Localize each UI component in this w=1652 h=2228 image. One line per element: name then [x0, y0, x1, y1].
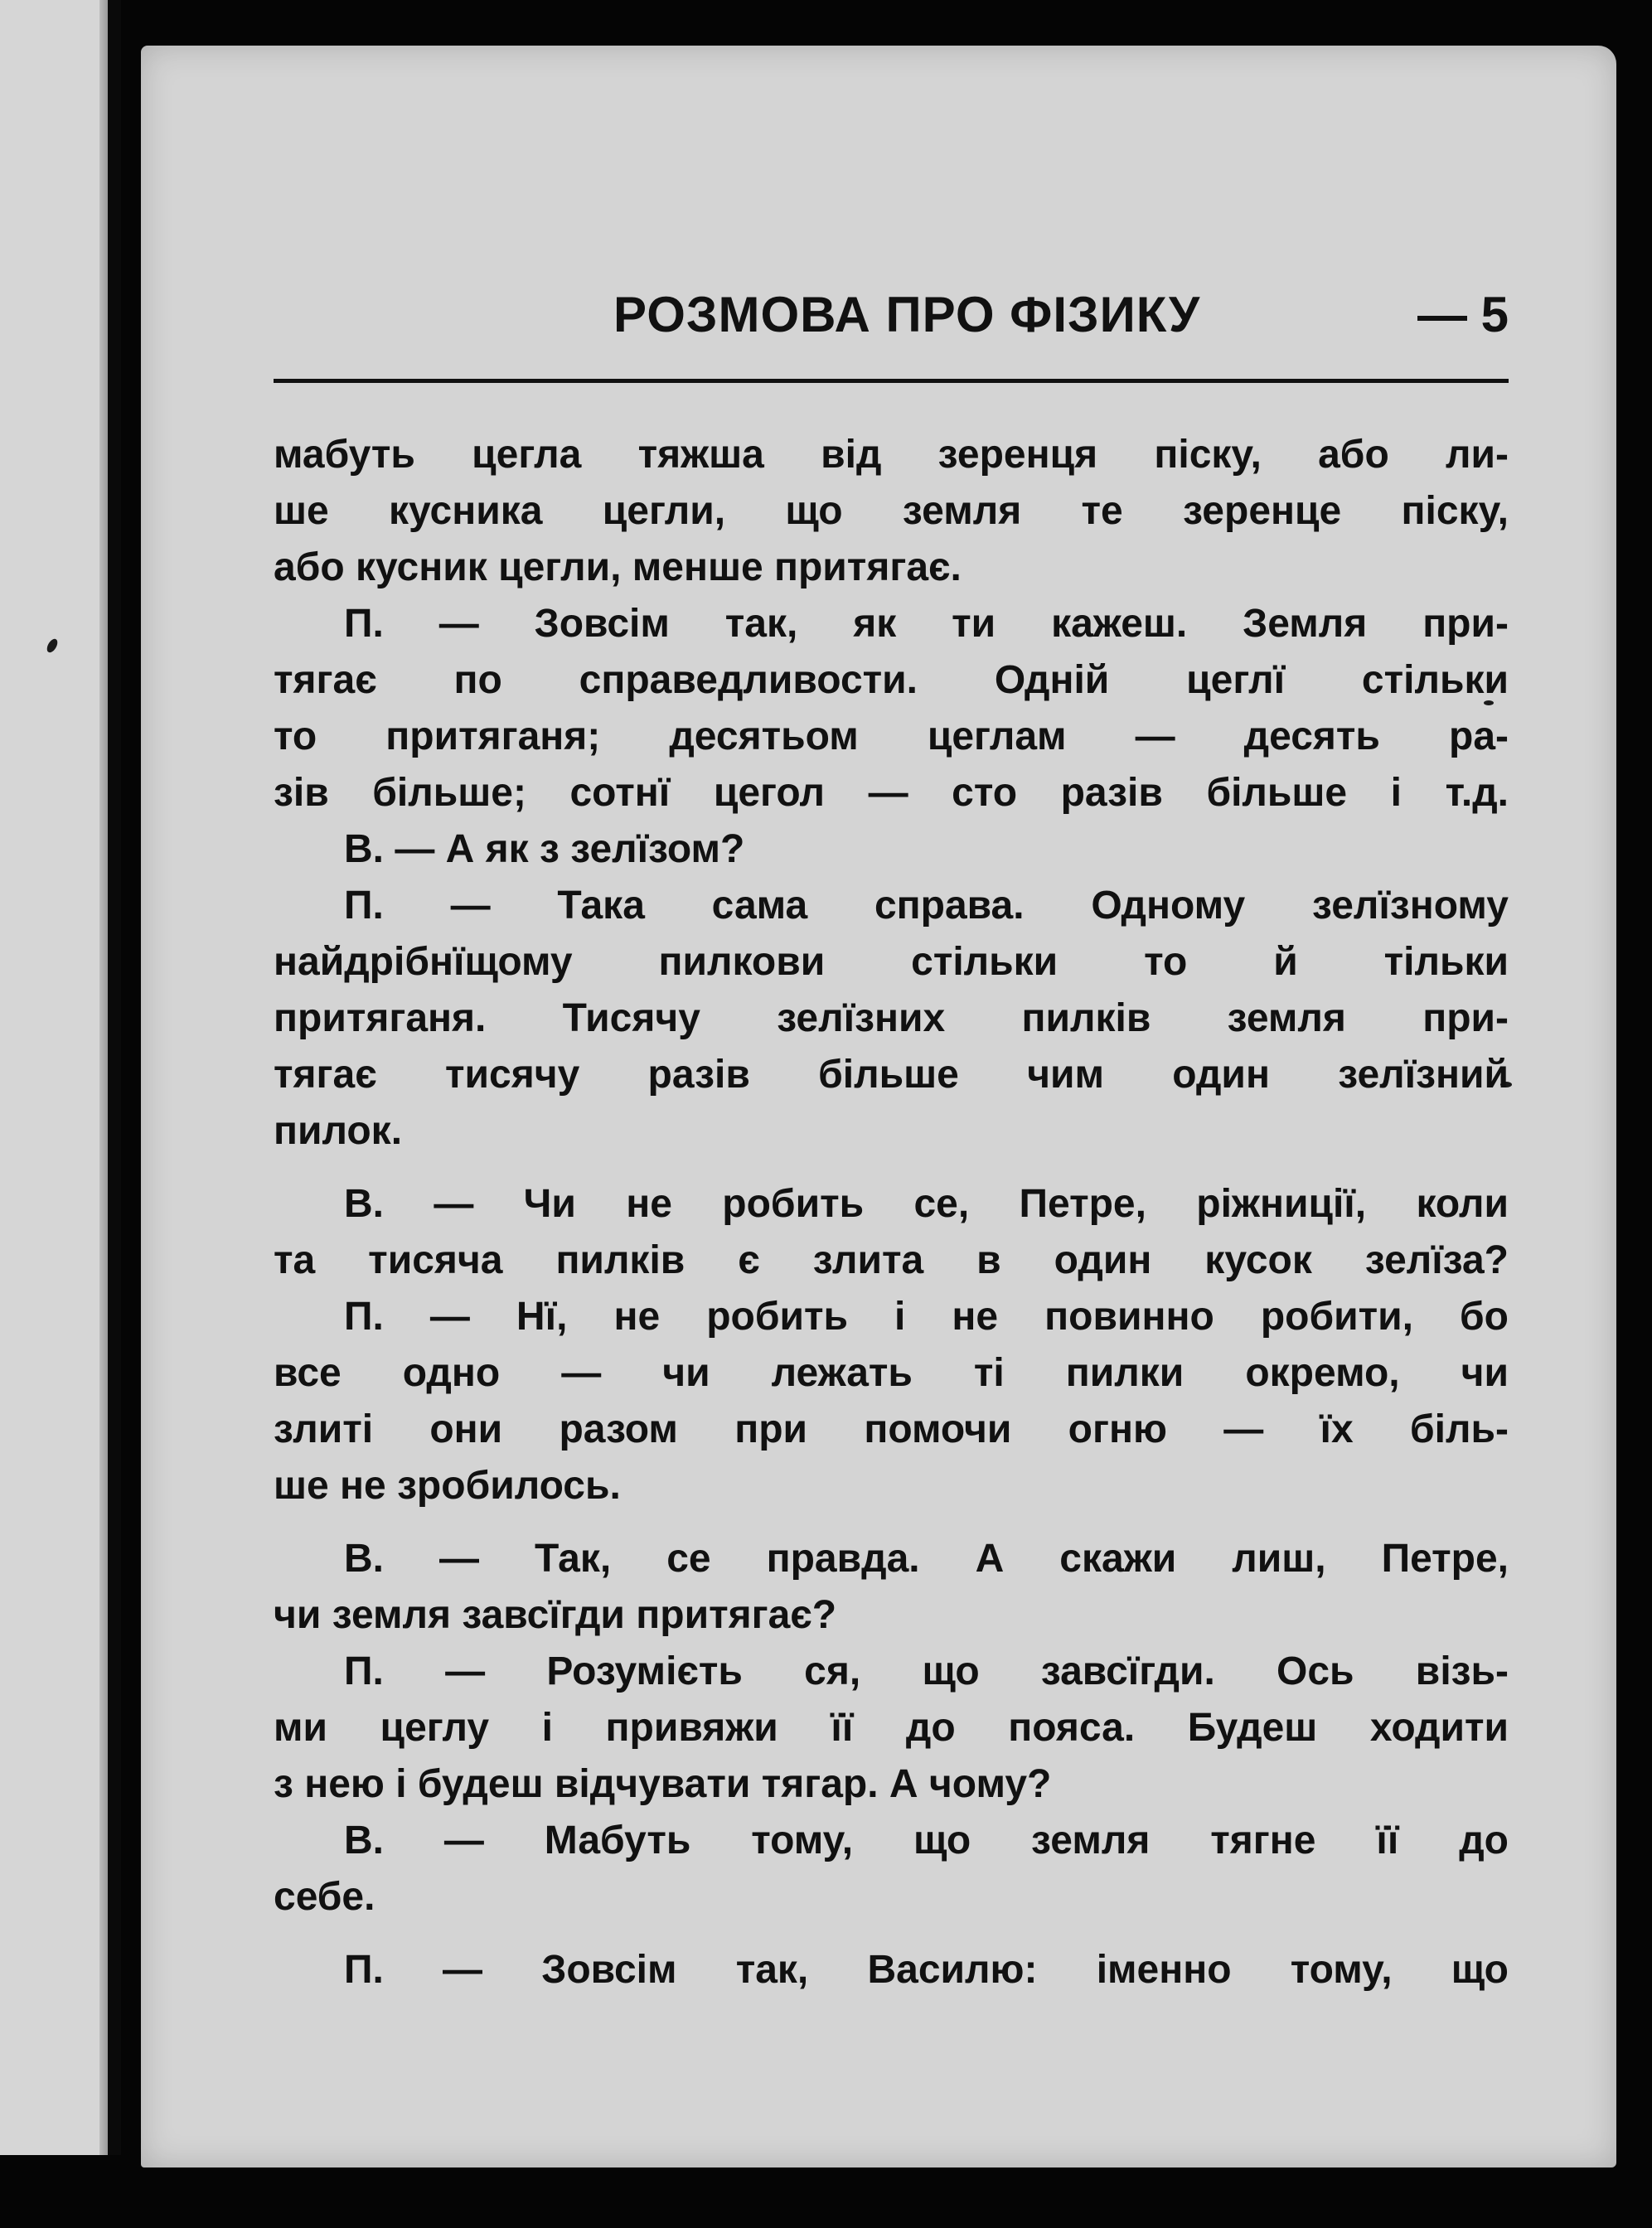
text-line: П. — Зовсім так, як ти кажеш. Земля при- — [344, 602, 1509, 646]
paragraph-gap — [274, 1925, 1509, 1942]
text-line: ше кусника цегли, що земля те зеренце піску, — [274, 489, 1509, 533]
text-line: В. — Мабуть тому, що земля тягне її до — [344, 1819, 1509, 1862]
book-spine — [99, 0, 108, 2155]
text-line: В. — Так, се правда. А скажи лиш, Петре, — [344, 1537, 1509, 1581]
text-line: то притяганя; десятьом цеглам — десять ра- — [274, 714, 1509, 758]
header-rule — [274, 379, 1509, 383]
text-line: ше не зробилось. — [274, 1464, 621, 1508]
text-line: пилок. — [274, 1109, 403, 1153]
text-line: тягає тисячу разів більше чим один зелїзний — [274, 1053, 1509, 1097]
text-line: з нею і будеш відчувати тягар. А чому? — [274, 1762, 1052, 1806]
page-text — [274, 427, 1509, 1998]
text-line: та тисяча пилків є злита в один кусок зелїза? — [274, 1238, 1509, 1282]
text-line: ми цеглу і привяжи її до пояса. Будеш ходити — [274, 1706, 1509, 1750]
text-line: притяганя. Тисячу зелїзних пилків земля при- — [274, 996, 1509, 1040]
text-line: П. — Розумієть ся, що завсїгди. Ось візь- — [344, 1649, 1509, 1693]
text-line: злиті они разом при помочи огню — їх біль- — [274, 1407, 1509, 1451]
ink-speck — [45, 637, 60, 655]
text-line: В. — А як з зелїзом? — [344, 827, 745, 871]
facing-page-edge — [0, 0, 121, 2155]
paragraph-gap — [274, 1514, 1509, 1531]
text-line: найдрібнїщому пилкови стільки то й тільки — [274, 940, 1509, 984]
text-line: мабуть цегла тяжша від зеренця піску, або ли- — [274, 433, 1509, 477]
text-line: або кусник цегли, менше притягає. — [274, 545, 962, 589]
text-line: все одно — чи лежать ті пилки окремо, чи — [274, 1351, 1509, 1395]
text-line: чи земля завсїгди притягає? — [274, 1593, 837, 1637]
running-title: РОЗМОВА ПРО ФІЗИКУ — [613, 287, 1201, 342]
running-header — [274, 286, 1509, 377]
text-line: тягає по справедливости. Одній цеглї стільки — [274, 658, 1509, 702]
book-page — [141, 46, 1616, 2167]
text-line: В. — Чи не робить се, Петре, ріжниції, коли — [344, 1182, 1509, 1226]
text-line: зів більше; сотнї цегол — сто разів більше і т.д. — [274, 771, 1509, 815]
text-line: П. — Така сама справа. Одному зелїзному — [344, 884, 1509, 928]
text-line: П. — Нї, не робить і не повинно робити, бо — [344, 1295, 1509, 1339]
paragraph-gap — [274, 1160, 1509, 1176]
text-line: себе. — [274, 1875, 375, 1919]
text-line: П. — Зовсім так, Василю: іменно тому, що — [344, 1948, 1509, 1992]
page-number: — 5 — [1417, 287, 1509, 342]
